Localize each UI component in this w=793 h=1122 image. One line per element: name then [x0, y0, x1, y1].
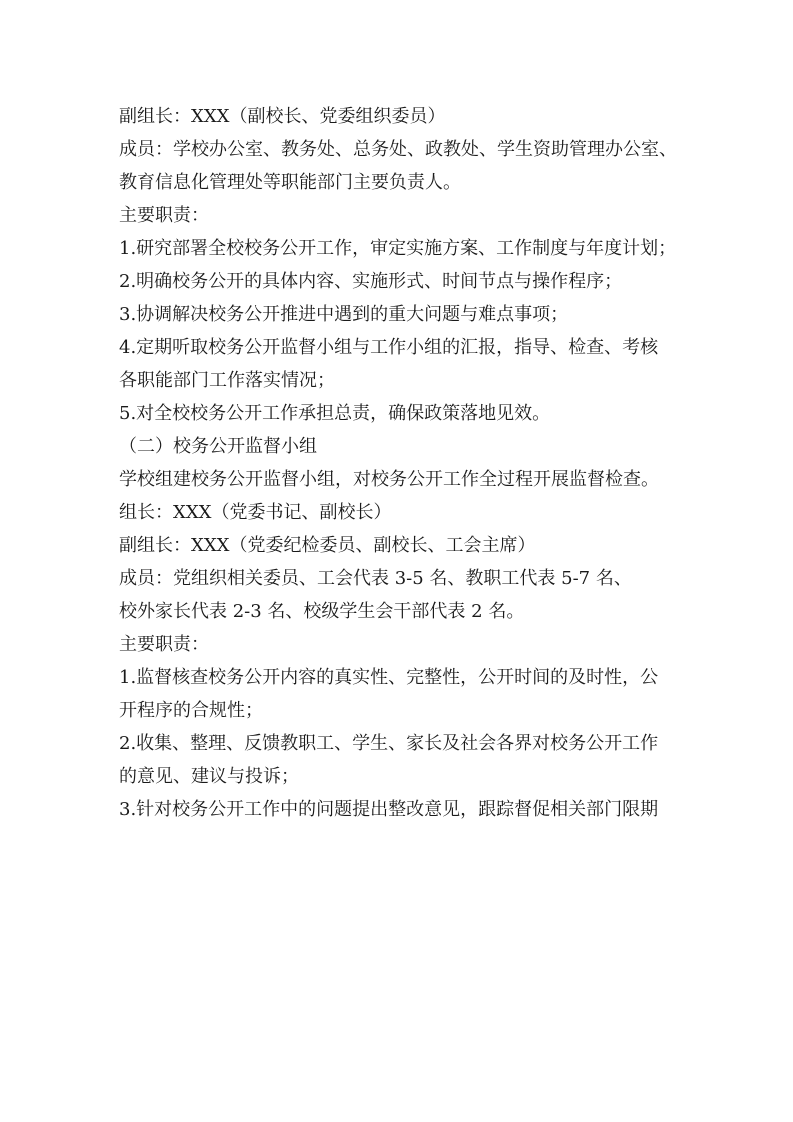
supervision-vice-leader-line: 副组长：XXX（党委纪检委员、副校长、工会主席）	[119, 535, 536, 556]
supervision-duty-item-2: 2.收集、整理、反馈教职工、学生、家长及社会各界对校务公开工作	[119, 733, 659, 754]
members-line: 成员：学校办公室、教务处、总务处、政教处、学生资助管理办公室、	[119, 139, 677, 160]
supervision-duty-item-1: 1.监督核查校务公开内容的真实性、完整性，公开时间的及时性，公	[119, 667, 659, 688]
supervision-intro: 学校组建校务公开监督小组，对校务公开工作全过程开展监督检查。	[119, 469, 659, 490]
supervision-duty-item-1-continued: 开程序的合规性；	[119, 700, 263, 721]
duty-item-1: 1.研究部署全校校务公开工作，审定实施方案、工作制度与年度计划；	[119, 238, 677, 259]
section-heading-supervision: （二）校务公开监督小组	[119, 436, 317, 457]
supervision-duty-item-2-continued: 的意见、建议与投诉；	[119, 766, 299, 787]
duty-item-4-continued: 各职能部门工作落实情况；	[119, 370, 335, 391]
duties-heading: 主要职责：	[119, 205, 209, 226]
duty-item-2: 2.明确校务公开的具体内容、实施形式、时间节点与操作程序；	[119, 271, 623, 292]
duty-item-5: 5.对全校校务公开工作承担总责，确保政策落地见效。	[119, 403, 551, 424]
members-line-continued: 教育信息化管理处等职能部门主要负责人。	[119, 172, 461, 193]
duty-item-3: 3.协调解决校务公开推进中遇到的重大问题与难点事项；	[119, 304, 569, 325]
document-body	[119, 100, 679, 826]
supervision-duties-heading: 主要职责：	[119, 634, 209, 655]
supervision-leader-line: 组长：XXX（党委书记、副校长）	[119, 502, 392, 523]
supervision-members-line-continued: 校外家长代表 2-3 名、校级学生会干部代表 2 名。	[119, 601, 525, 622]
vice-leader-line: 副组长：XXX（副校长、党委组织委员）	[119, 106, 446, 127]
duty-item-4: 4.定期听取校务公开监督小组与工作小组的汇报，指导、检查、考核	[119, 337, 659, 358]
supervision-duty-item-3: 3.针对校务公开工作中的问题提出整改意见，跟踪督促相关部门限期	[119, 799, 659, 820]
supervision-members-line: 成员：党组织相关委员、工会代表 3-5 名、教职工代表 5-7 名、	[119, 568, 632, 589]
